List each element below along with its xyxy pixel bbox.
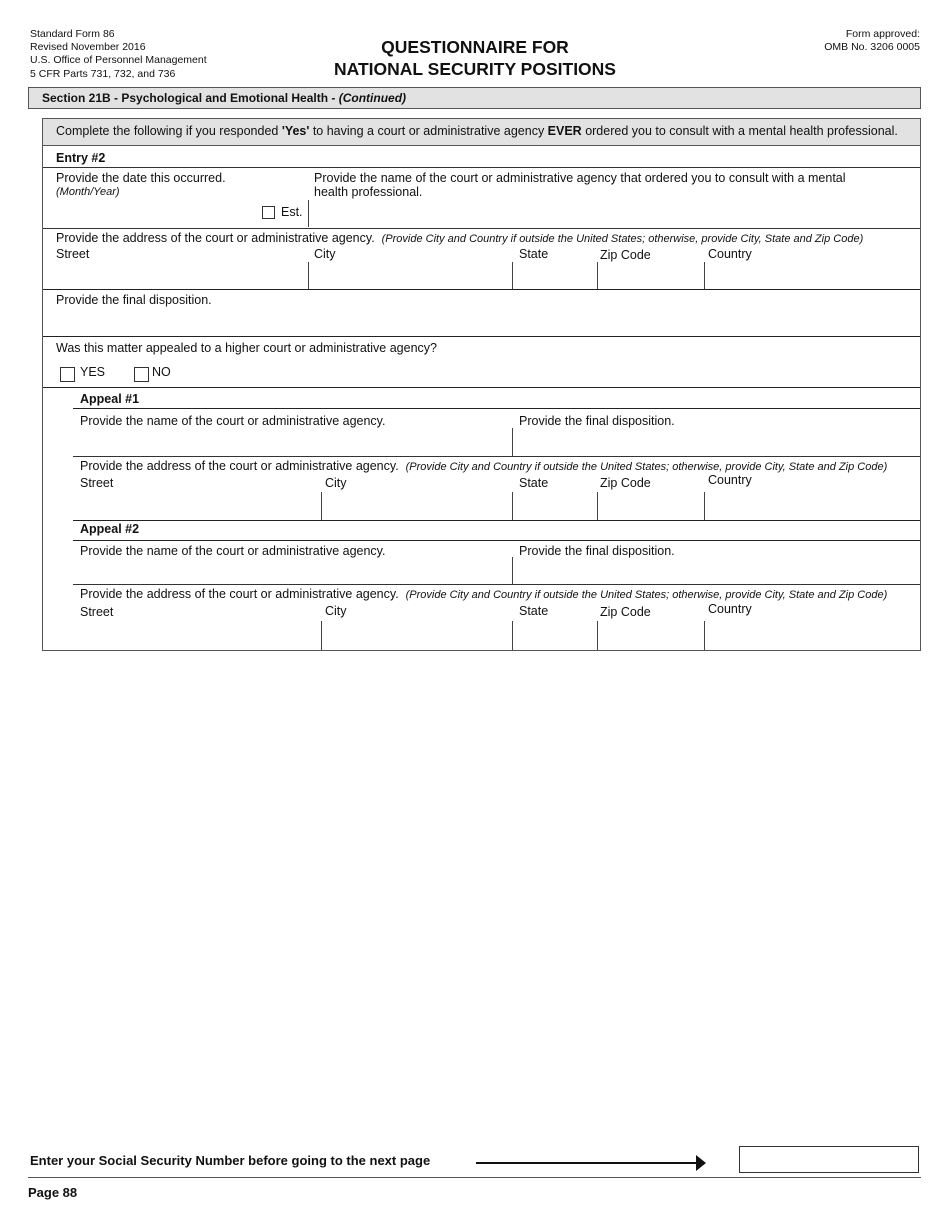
court-name-label: Provide the name of the court or administrative agency that ordered you to consult with a mental xyxy=(314,171,846,185)
section-header xyxy=(28,87,921,109)
form-agency: U.S. Office of Personnel Management xyxy=(30,54,207,67)
appeal-2-country-input[interactable] xyxy=(706,621,918,649)
appeal-2-zip-label: Zip Code xyxy=(600,605,651,619)
field-divider xyxy=(597,621,598,650)
street-label: Street xyxy=(56,247,90,261)
field-divider xyxy=(512,492,513,520)
section-title: Section 21B - Psychological and Emotional Health - xyxy=(42,91,339,105)
city-input[interactable] xyxy=(310,262,510,288)
footer-divider xyxy=(28,1177,921,1178)
instruction-text-2: to having a court or administrative agency xyxy=(309,124,548,138)
form-approval xyxy=(824,28,920,54)
divider xyxy=(43,167,920,168)
appeal-2-country-label: Country xyxy=(708,602,752,616)
appeal-1-street-input[interactable] xyxy=(80,492,318,519)
court-name-label-2: health professional. xyxy=(314,185,423,199)
instruction-yes: 'Yes' xyxy=(281,124,310,138)
instruction-text-1: Complete the following if you responded xyxy=(56,124,282,138)
appeal-1-state-input[interactable] xyxy=(514,492,596,519)
disposition-label: Provide the final disposition. xyxy=(56,293,212,307)
appeal-2-state-input[interactable] xyxy=(514,621,596,649)
divider xyxy=(73,408,920,409)
appeal-1-zip-label: Zip Code xyxy=(600,476,651,490)
field-divider xyxy=(704,621,705,650)
appeal-no-checkbox[interactable] xyxy=(134,367,149,382)
form-cfr: 5 CFR Parts 731, 732, and 736 xyxy=(30,67,176,80)
appeal-2-zip-input[interactable] xyxy=(599,621,703,649)
appeal-1-name-label: Provide the name of the court or administrative agency. xyxy=(80,414,386,428)
appeal-yes-checkbox[interactable] xyxy=(60,367,75,382)
field-divider xyxy=(512,428,513,456)
state-label: State xyxy=(519,247,549,261)
field-divider xyxy=(512,621,513,650)
divider xyxy=(43,228,920,229)
field-divider xyxy=(321,621,322,650)
divider xyxy=(73,584,920,585)
est-checkbox[interactable] xyxy=(262,206,275,219)
date-label: Provide the date this occurred. xyxy=(56,171,226,185)
appeal-2-street-input[interactable] xyxy=(80,621,318,649)
divider xyxy=(73,540,920,541)
appeal-1-city-label: City xyxy=(325,476,347,490)
address-label: Provide the address of the court or administrative agency. (Provide City and Country if outside the United States; otherwise, provide City, State and Zip Code) xyxy=(56,231,864,245)
field-divider xyxy=(321,492,322,520)
divider xyxy=(73,456,920,457)
yes-label: YES xyxy=(80,365,106,379)
zip-input[interactable] xyxy=(599,262,703,288)
date-format-hint: (Month/Year) xyxy=(56,186,120,198)
field-divider xyxy=(597,492,598,520)
page-number: Page 88 xyxy=(28,1185,78,1200)
est-label: Est. xyxy=(281,205,303,219)
section-continued: (Continued) xyxy=(338,91,407,105)
appeal-1-address-label: Provide the address of the court or administrative agency. (Provide City and Country if outside the United States; otherwise, provide City, State and Zip Code) xyxy=(80,459,888,473)
country-label: Country xyxy=(708,247,752,261)
city-label: City xyxy=(314,247,336,261)
divider xyxy=(43,336,920,337)
appeal-1-country-label: Country xyxy=(708,473,752,487)
country-input[interactable] xyxy=(706,262,918,288)
zip-label: Zip Code xyxy=(600,248,651,262)
street-input[interactable] xyxy=(56,262,306,288)
page-title xyxy=(0,36,950,80)
appeal-1-label: Appeal #1 xyxy=(80,392,140,406)
appeal-1-disposition-label: Provide the final disposition. xyxy=(519,414,675,428)
appeal-2-street-label: Street xyxy=(80,605,114,619)
field-divider xyxy=(597,262,598,289)
appeal-2-disposition-input[interactable] xyxy=(514,557,918,583)
title-line-1: QUESTIONNAIRE FOR xyxy=(381,37,569,57)
form-revision: Revised November 2016 xyxy=(30,41,146,54)
entry-label: Entry #2 xyxy=(56,151,106,165)
field-divider xyxy=(704,262,705,289)
appeal-2-name-label: Provide the name of the court or administrative agency. xyxy=(80,544,386,558)
appeal-1-disposition-input[interactable] xyxy=(514,428,918,455)
field-divider xyxy=(308,262,309,289)
arrow-right-icon xyxy=(476,1162,698,1164)
appeal-2-disposition-label: Provide the final disposition. xyxy=(519,544,675,558)
appeal-2-name-input[interactable] xyxy=(80,557,508,583)
field-divider xyxy=(704,492,705,520)
form-number: Standard Form 86 xyxy=(30,28,115,40)
approval-line-2: OMB No. 3206 0005 xyxy=(824,41,920,54)
title-line-2: NATIONAL SECURITY POSITIONS xyxy=(334,59,616,79)
appeal-2-address-label: Provide the address of the court or administrative agency. (Provide City and Country if outside the United States; otherwise, provide City, State and Zip Code) xyxy=(80,587,888,601)
approval-line-1: Form approved: xyxy=(845,28,920,40)
appeal-1-city-input[interactable] xyxy=(323,492,510,519)
appeal-1-zip-input[interactable] xyxy=(599,492,703,519)
ssn-prompt: Enter your Social Security Number before going to the next page xyxy=(30,1153,431,1168)
field-divider xyxy=(512,262,513,289)
appeal-question: Was this matter appealed to a higher court or administrative agency? xyxy=(56,341,437,355)
appeal-2-state-label: State xyxy=(519,604,549,618)
instruction-text-3: ordered you to consult with a mental health professional. xyxy=(581,124,898,138)
instruction-bar xyxy=(43,119,920,146)
appeal-2-label: Appeal #2 xyxy=(80,522,140,536)
no-label: NO xyxy=(152,365,171,379)
appeal-1-country-input[interactable] xyxy=(706,492,918,519)
disposition-input[interactable] xyxy=(56,310,916,334)
arrow-head-icon xyxy=(696,1155,706,1171)
date-input[interactable] xyxy=(56,200,256,227)
appeal-1-street-label: Street xyxy=(80,476,114,490)
field-divider xyxy=(512,557,513,584)
appeal-2-city-label: City xyxy=(325,604,347,618)
court-name-input[interactable] xyxy=(309,200,919,227)
divider xyxy=(43,387,920,388)
instruction-ever: EVER xyxy=(547,124,582,138)
divider xyxy=(73,520,920,521)
appeal-1-name-input[interactable] xyxy=(80,428,508,455)
divider xyxy=(43,289,920,290)
appeal-1-state-label: State xyxy=(519,476,549,490)
ssn-input[interactable] xyxy=(739,1146,919,1173)
appeal-2-city-input[interactable] xyxy=(323,621,510,649)
state-input[interactable] xyxy=(514,262,596,288)
